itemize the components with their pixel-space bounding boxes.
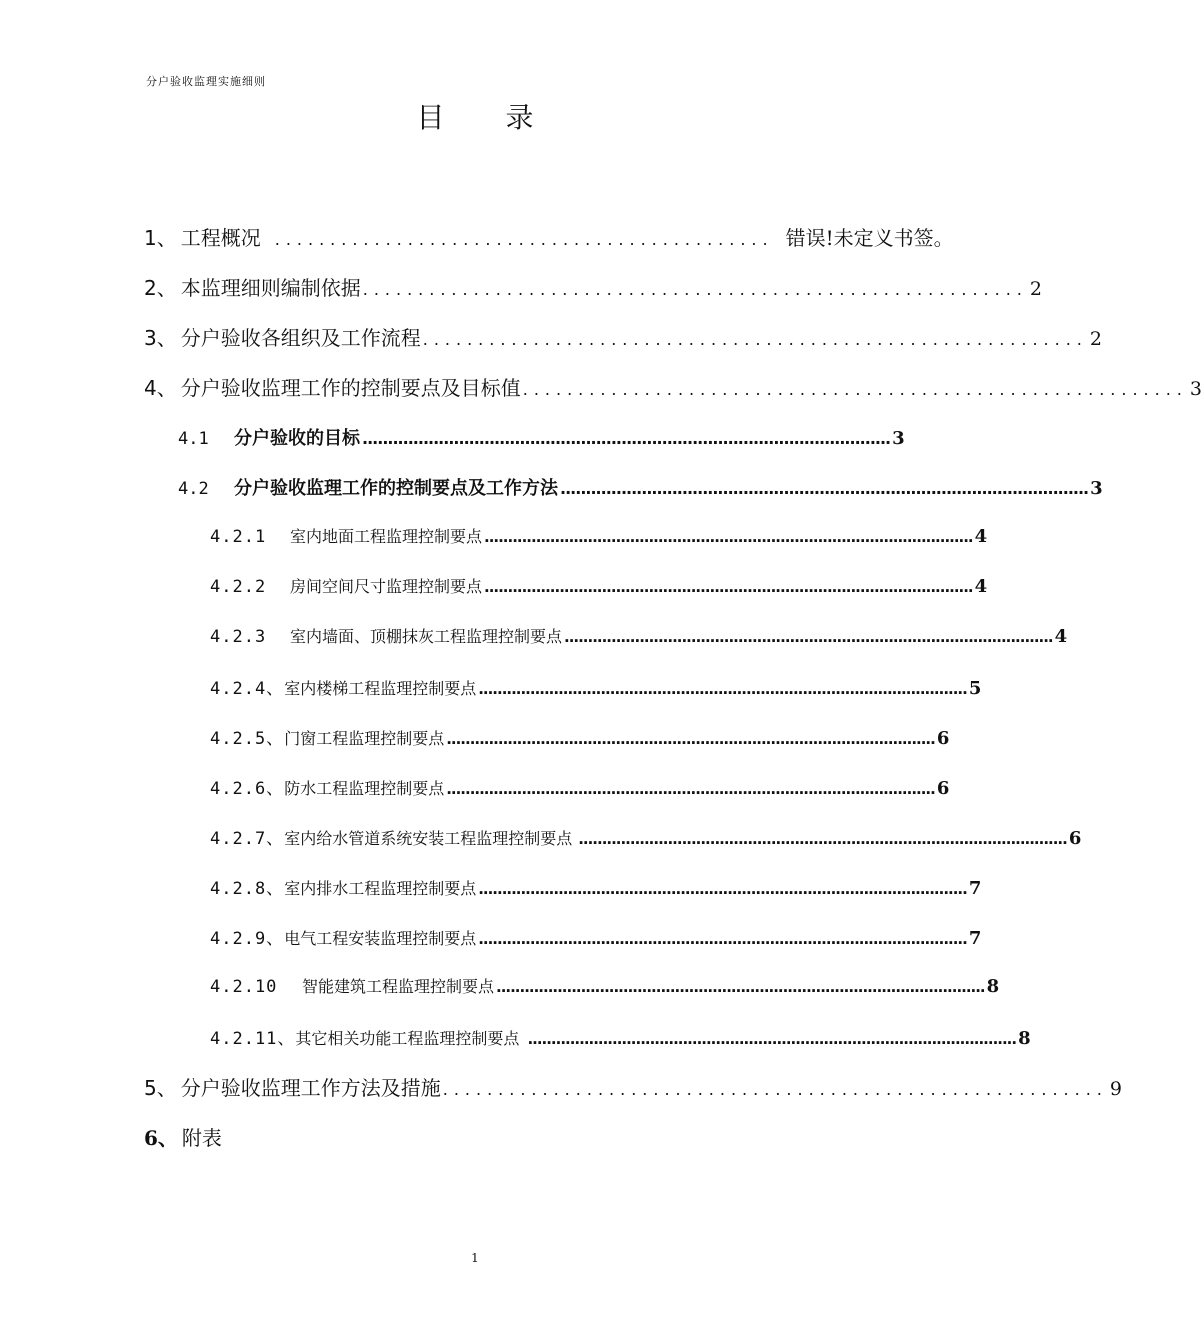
toc-entry-label: 其它相关功能工程监理控制要点 bbox=[295, 1029, 520, 1048]
toc-leader-dots: ........................................................................................................ bbox=[478, 680, 967, 698]
toc-entry-label: 室内排水工程监理控制要点 bbox=[284, 879, 477, 898]
toc-entry[interactable] bbox=[144, 372, 1202, 402]
toc-entry-page: 2 bbox=[1089, 328, 1102, 350]
toc-entry-number: 4.2.2 bbox=[210, 577, 267, 597]
toc-entry[interactable] bbox=[178, 424, 905, 452]
toc-entry-page: 6 bbox=[936, 778, 950, 799]
toc-entry-label: 防水工程监理控制要点 bbox=[284, 779, 445, 798]
toc-entry-page: 3 bbox=[1189, 378, 1202, 400]
toc-leader-dots: ........................................................................................................ bbox=[527, 1030, 1017, 1048]
toc-leader-dots: ........................................................................................................ bbox=[362, 429, 891, 448]
toc-entry[interactable] bbox=[210, 924, 982, 950]
toc-entry-number: 4.2.3 bbox=[210, 627, 267, 647]
toc-entry-label: 分户验收各组织及工作流程 bbox=[180, 326, 421, 350]
toc-entry-number: 6、 bbox=[144, 1126, 178, 1150]
toc-entry-number: 4.2.6、 bbox=[210, 779, 285, 799]
toc-entry[interactable] bbox=[144, 1122, 806, 1152]
toc-entry[interactable] bbox=[144, 222, 954, 252]
running-header: 分户验收监理实施细则 bbox=[146, 75, 266, 88]
toc-entry-number: 5、 bbox=[144, 1076, 177, 1100]
toc-entry-label: 室内给水管道系统安装工程监理控制要点 bbox=[284, 829, 573, 848]
toc-leader-dots: ............................................................ bbox=[362, 280, 1028, 299]
toc-leader-dots: ............................................................ bbox=[442, 1080, 1108, 1099]
toc-entry-label: 室内地面工程监理控制要点 bbox=[290, 527, 483, 546]
toc-entry[interactable] bbox=[210, 574, 988, 600]
toc-entry-number: 3、 bbox=[144, 326, 177, 350]
toc-entry-label: 分户验收监理工作的控制要点及目标值 bbox=[180, 376, 521, 400]
toc-entry-page: 8 bbox=[1018, 1028, 1031, 1049]
toc-entry-page: 8 bbox=[986, 976, 1000, 997]
toc-entry-page: 4 bbox=[974, 526, 988, 547]
toc-entry-page: 7 bbox=[968, 878, 982, 899]
toc-entry[interactable] bbox=[210, 1024, 1031, 1050]
toc-entry-number: 4.2.4、 bbox=[210, 679, 285, 699]
toc-entry-number: 4.2.8、 bbox=[210, 879, 285, 899]
toc-entry[interactable] bbox=[210, 674, 982, 700]
toc-entry-label: 门窗工程监理控制要点 bbox=[284, 729, 445, 748]
toc-leader-dots: ............................................................ bbox=[522, 380, 1188, 399]
toc-entry[interactable] bbox=[210, 774, 950, 800]
toc-entry-page: 6 bbox=[1068, 828, 1082, 849]
toc-entry-number: 4.2 bbox=[178, 479, 209, 499]
toc-entry[interactable] bbox=[144, 272, 1042, 302]
toc-entry-page: 4 bbox=[974, 576, 988, 597]
toc-entry-label: 分户验收的目标 bbox=[234, 428, 360, 449]
toc-entry[interactable] bbox=[178, 474, 1103, 502]
toc-leader-dots: ............................................. bbox=[274, 230, 774, 249]
toc-leader-dots: ............................................................ bbox=[422, 330, 1088, 349]
toc-leader-dots: ........................................................................................................ bbox=[446, 730, 935, 748]
toc-leader-dots: ........................................................................................................ bbox=[446, 780, 935, 798]
toc-leader-dots: ........................................................................................................ bbox=[560, 479, 1089, 498]
toc-entry[interactable] bbox=[144, 1072, 1122, 1102]
toc-entry-label: 房间空间尺寸监理控制要点 bbox=[290, 577, 483, 596]
toc-entry-number: 1、 bbox=[144, 226, 177, 250]
toc-entry[interactable] bbox=[144, 322, 1102, 352]
toc-leader-dots: ........................................................................................................ bbox=[478, 930, 967, 948]
toc-entry-label: 电气工程安装监理控制要点 bbox=[284, 929, 477, 948]
toc-entry[interactable] bbox=[210, 524, 988, 550]
toc-entry-label: 工程概况 bbox=[180, 226, 261, 250]
toc-leader-dots: ........................................................................................................ bbox=[564, 628, 1053, 646]
toc-entry-label: 室内楼梯工程监理控制要点 bbox=[284, 679, 477, 698]
toc-entry-number: 4.2.10 bbox=[210, 977, 278, 997]
toc-entry-label: 分户验收监理工作的控制要点及工作方法 bbox=[234, 478, 558, 499]
toc-entry[interactable] bbox=[210, 874, 982, 900]
toc-entry-number: 4.1 bbox=[178, 429, 209, 449]
toc-entry-label: 本监理细则编制依据 bbox=[180, 276, 361, 300]
toc-leader-dots: ........................................................................................................ bbox=[478, 880, 967, 898]
toc-leader-dots: ........................................................................................................ bbox=[578, 830, 1067, 848]
toc-entry-number: 2、 bbox=[144, 276, 177, 300]
toc-entry[interactable] bbox=[210, 724, 950, 750]
page-title: 目 录 bbox=[416, 101, 560, 134]
toc-entry-number: 4.2.9、 bbox=[210, 929, 285, 949]
page-number: 1 bbox=[471, 1251, 479, 1265]
toc-entry-number: 4、 bbox=[144, 376, 177, 400]
toc-entry-number: 4.2.5、 bbox=[210, 729, 285, 749]
toc-entry-page: 9 bbox=[1109, 1078, 1122, 1100]
toc-entry[interactable] bbox=[210, 974, 1000, 1000]
toc-leader-dots: ........................................................................................................ bbox=[496, 978, 985, 996]
toc-entry-page: 3 bbox=[1090, 478, 1103, 499]
toc-entry-page: 7 bbox=[968, 928, 982, 949]
toc-entry-page: 4 bbox=[1054, 626, 1068, 647]
toc-entry[interactable] bbox=[210, 824, 1082, 850]
toc-entry-label: 室内墙面、顶棚抹灰工程监理控制要点 bbox=[290, 627, 563, 646]
toc-entry-page: 6 bbox=[936, 728, 950, 749]
toc-entry-page: 3 bbox=[892, 428, 905, 449]
toc-entry-number: 4.2.1 bbox=[210, 527, 267, 547]
toc-leader-dots: ........................................................................................................ bbox=[484, 578, 973, 596]
toc-entry-label: 智能建筑工程监理控制要点 bbox=[302, 977, 495, 996]
toc-entry-page: 5 bbox=[968, 678, 982, 699]
toc-entry-label: 分户验收监理工作方法及措施 bbox=[180, 1076, 441, 1100]
toc-entry-number: 4.2.11、 bbox=[210, 1029, 296, 1049]
toc-entry[interactable] bbox=[210, 624, 1068, 650]
toc-entry-page: 2 bbox=[1029, 278, 1042, 300]
toc-entry-page: 错误!未定义书签。 bbox=[785, 226, 954, 250]
toc-leader-dots: ........................................................................................................ bbox=[484, 528, 973, 546]
toc-entry-label: 附表 bbox=[181, 1126, 222, 1150]
toc-entry-number: 4.2.7、 bbox=[210, 829, 285, 849]
